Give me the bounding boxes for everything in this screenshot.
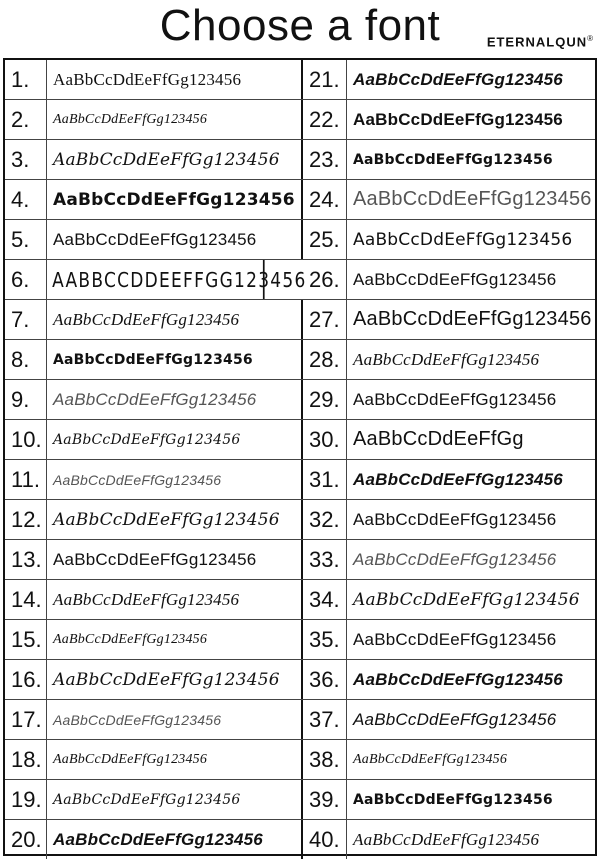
font-sample[interactable]: AaBbCcDdEeFfGg123456	[47, 820, 303, 859]
font-number: 11.	[5, 460, 47, 499]
font-number: 15.	[5, 620, 47, 659]
font-row	[5, 380, 595, 420]
font-number: 24.	[303, 180, 347, 219]
font-sample[interactable]: AaBbCcDdEeFfGg123456	[353, 188, 592, 210]
font-sample[interactable]: AaBbCcDdEeFfGg123456	[47, 380, 303, 419]
font-number: 9.	[5, 380, 47, 419]
font-row	[5, 660, 595, 700]
font-sample[interactable]: AaBbCcDdEeFfGg123456	[47, 540, 303, 579]
font-row	[5, 780, 595, 820]
font-sample[interactable]: AaBbCcDdEeFfGg123456	[47, 740, 303, 779]
font-sample[interactable]: AaBbCcDdEeFfGg123456	[353, 629, 557, 649]
font-sample[interactable]: AaBbCcDdEeFfGg123456	[47, 700, 303, 739]
page-title: Choose a font	[159, 1, 441, 50]
font-number: 30.	[303, 420, 347, 459]
font-number: 18.	[5, 740, 47, 779]
font-sample[interactable]: AaBbCcDdEeFfGg123456	[353, 709, 557, 729]
font-sample[interactable]: AaBbCcDdEeFfGg123456	[353, 308, 592, 330]
font-number: 25.	[303, 220, 347, 259]
font-sample[interactable]: AaBbCcDdEeFfGg123456	[47, 340, 303, 379]
brand-label	[487, 34, 594, 49]
font-number: 17.	[5, 700, 47, 739]
font-number: 28.	[303, 340, 347, 379]
font-sample[interactable]: AaBbCcDdEeFfGg123456	[353, 829, 540, 849]
font-number: 35.	[303, 620, 347, 659]
font-number: 37.	[303, 700, 347, 739]
font-sample[interactable]: AaBbCcDdEeFfGg123456	[353, 791, 553, 808]
font-number: 13.	[5, 540, 47, 579]
font-sample[interactable]: AaBbCcDdEeFfGg123456	[47, 620, 303, 659]
font-row	[5, 140, 595, 180]
font-sample[interactable]: AaBbCcDdEeFfGg123456	[47, 780, 303, 819]
font-row	[5, 300, 595, 340]
font-row	[5, 180, 595, 220]
font-number: 31.	[303, 460, 347, 499]
font-sample[interactable]: AaBbCcDdEeFfGg123456	[47, 100, 303, 139]
font-number: 27.	[303, 300, 347, 339]
font-sample[interactable]: AaBbCcDdEeFfGg123456	[353, 509, 557, 529]
font-row	[5, 60, 595, 100]
font-row	[5, 260, 595, 300]
font-number: 5.	[5, 220, 47, 259]
font-grid	[3, 58, 597, 856]
font-row	[5, 580, 595, 620]
font-number: 10.	[5, 420, 47, 459]
font-number: 22.	[303, 100, 347, 139]
font-number: 38.	[303, 740, 347, 779]
font-number: 39.	[303, 780, 347, 819]
font-sample[interactable]: AaBbCcDdEeFfGg123456	[353, 589, 580, 610]
font-number: 19.	[5, 780, 47, 819]
font-sample[interactable]: AaBbCcDdEeFfGg123456	[353, 229, 573, 250]
font-number: 26.	[303, 260, 347, 299]
font-sample[interactable]: AaBbCcDdEeFfGg123456	[47, 220, 303, 259]
font-number: 14.	[5, 580, 47, 619]
font-sample[interactable]: AaBbCcDdEeFfGg123456	[47, 60, 303, 99]
font-row	[5, 620, 595, 660]
font-number: 34.	[303, 580, 347, 619]
font-row	[5, 820, 595, 860]
font-sample[interactable]: AaBbCcDdEeFfGg	[353, 428, 524, 450]
font-sample[interactable]: AaBbCcDdEeFfGg123456	[353, 69, 563, 89]
font-sample[interactable]: AaBbCcDdEeFfGg123456	[47, 660, 303, 699]
font-number: 21.	[303, 60, 347, 99]
font-sample[interactable]: AaBbCcDdEeFfGg123456	[353, 549, 557, 569]
font-row	[5, 460, 595, 500]
font-sample[interactable]: AaBbCcDdEeFfGg123456	[353, 751, 508, 767]
font-sample[interactable]: AaBbCcDdEeFfGg123456	[353, 269, 557, 289]
font-number: 12.	[5, 500, 47, 539]
font-number: 6.	[5, 260, 47, 299]
font-sample[interactable]: AaBbCcDdEeFfGg123456	[353, 151, 553, 168]
font-number: 8.	[5, 340, 47, 379]
font-sample[interactable]: AaBbCcDdEeFfGg123456	[353, 669, 563, 689]
font-sample[interactable]: AaBbCcDdEeFfGg123456	[353, 109, 563, 129]
font-sample[interactable]: AABBCCDDEEFFGG123456	[47, 260, 265, 299]
font-number: 1.	[5, 60, 47, 99]
font-row	[5, 740, 595, 780]
font-sample[interactable]: AaBbCcDdEeFfGg123456	[353, 349, 540, 369]
font-sample[interactable]: AaBbCcDdEeFfGg123456	[353, 469, 563, 489]
font-row	[5, 420, 595, 460]
font-number: 2.	[5, 100, 47, 139]
font-number: 4.	[5, 180, 47, 219]
font-number: 29.	[303, 380, 347, 419]
font-number: 33.	[303, 540, 347, 579]
font-row	[5, 700, 595, 740]
font-sample[interactable]: AaBbCcDdEeFfGg123456	[353, 389, 557, 409]
font-number: 20.	[5, 820, 47, 859]
font-row	[5, 500, 595, 540]
font-number: 7.	[5, 300, 47, 339]
font-sample[interactable]: AaBbCcDdEeFfGg123456	[47, 140, 303, 179]
font-sample[interactable]: AaBbCcDdEeFfGg123456	[47, 580, 303, 619]
font-number: 40.	[303, 820, 347, 859]
registered-mark: ®	[587, 34, 594, 43]
font-sample[interactable]: AaBbCcDdEeFfGg123456	[47, 300, 303, 339]
brand-name: ETERNALQUN	[486, 34, 588, 50]
font-row	[5, 100, 595, 140]
font-number: 36.	[303, 660, 347, 699]
font-sample[interactable]: AaBbCcDdEeFfGg123456	[47, 460, 303, 499]
font-number: 23.	[303, 140, 347, 179]
font-number: 16.	[5, 660, 47, 699]
font-number: 32.	[303, 500, 347, 539]
font-row	[5, 220, 595, 260]
font-sample[interactable]: AaBbCcDdEeFfGg123456	[47, 180, 303, 219]
font-row	[5, 540, 595, 580]
font-sample[interactable]: AaBbCcDdEeFfGg123456	[47, 500, 303, 539]
font-row	[5, 340, 595, 380]
font-number: 3.	[5, 140, 47, 179]
font-sample[interactable]: AaBbCcDdEeFfGg123456	[47, 420, 303, 459]
